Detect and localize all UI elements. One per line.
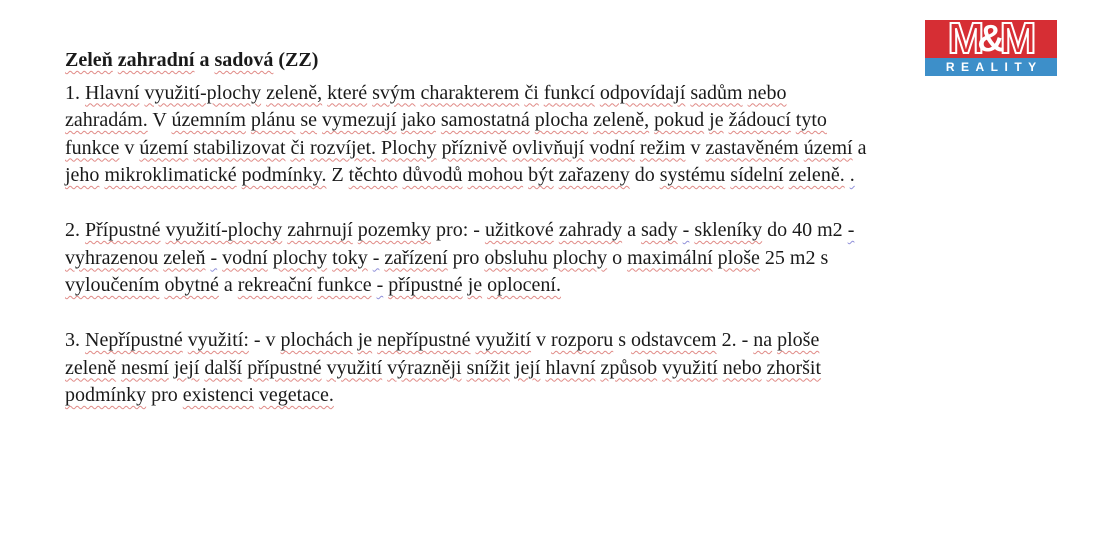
word: -	[253, 329, 261, 351]
word: charakterem	[420, 81, 520, 104]
logo-mm-band	[925, 20, 1057, 58]
word: území	[803, 136, 853, 159]
word: území	[139, 136, 189, 159]
word: využití	[662, 356, 718, 379]
word: využití	[326, 356, 383, 379]
text-line	[65, 162, 1050, 190]
mm-reality-logo	[925, 20, 1057, 76]
word: rekreační	[237, 274, 313, 296]
word: svým	[372, 81, 416, 104]
word: zahradám.	[65, 109, 148, 131]
word: využití-plochy	[144, 81, 262, 104]
word: do	[767, 219, 788, 241]
word: mohou	[467, 164, 524, 186]
text-line	[65, 135, 1050, 163]
word: plochách	[280, 329, 353, 351]
word: které	[327, 81, 368, 104]
word: zařazeny	[558, 164, 630, 186]
word: nepřípustné	[377, 329, 471, 351]
word: 2.	[721, 329, 737, 351]
word: podmínky.	[241, 164, 327, 186]
word: zeleně	[65, 356, 117, 379]
word: územním	[171, 109, 246, 131]
word: .	[849, 164, 855, 186]
word: vyloučením	[65, 274, 160, 296]
word: užitkové	[484, 219, 554, 241]
text-line	[65, 355, 1050, 383]
word: žádoucí	[728, 109, 791, 131]
word: a	[627, 219, 636, 241]
word: nebo	[722, 356, 762, 379]
text-line	[65, 80, 1050, 108]
paragraph	[65, 80, 1050, 190]
word: režim	[639, 136, 686, 159]
word: zastavěném	[705, 136, 799, 159]
word: funkce	[317, 274, 372, 296]
word: vegetace.	[258, 384, 334, 406]
word: zeleně.	[788, 164, 845, 186]
word: využití:	[187, 329, 249, 351]
word: nebo	[747, 81, 787, 104]
word: V	[152, 109, 167, 131]
word: je	[709, 109, 724, 131]
word: je	[357, 329, 373, 351]
word: funkce	[65, 136, 120, 159]
logo-letter-m-left: M	[947, 20, 983, 58]
word: či	[524, 81, 539, 104]
word: plochy	[272, 246, 328, 269]
word: vyhrazenou	[65, 246, 159, 269]
word: vodní	[589, 136, 635, 159]
word: stabilizovat	[193, 136, 286, 159]
word: Přípustné	[85, 219, 161, 241]
word: tyto	[795, 109, 827, 131]
word: nesmí	[121, 356, 169, 379]
word: -	[847, 219, 855, 241]
word: její	[514, 356, 541, 379]
word: pro	[151, 384, 178, 406]
word: zhoršit	[766, 356, 822, 379]
word: plocha	[534, 109, 589, 131]
word: způsob	[600, 356, 658, 379]
word: vodní	[222, 246, 268, 269]
word: toky	[332, 246, 368, 269]
word: -	[682, 219, 690, 241]
word: přípustné	[247, 356, 322, 379]
word: v	[124, 136, 135, 159]
word: snížit	[466, 356, 510, 379]
word: -	[741, 329, 749, 351]
word: se	[300, 109, 318, 131]
word: pokud	[654, 109, 705, 131]
word: -	[376, 274, 384, 296]
word: s	[820, 246, 829, 269]
word: pro	[452, 246, 480, 269]
word: zeleň	[163, 246, 206, 269]
word: a	[223, 274, 233, 296]
word: jeho	[65, 164, 100, 186]
word: s	[618, 329, 627, 351]
word: skleníky	[694, 219, 763, 241]
logo-reality-band: REALITY	[925, 58, 1057, 76]
word: či	[290, 136, 305, 159]
word: být	[528, 164, 554, 186]
word: sídelní	[730, 164, 784, 186]
word: 25	[764, 246, 785, 269]
word: samostatná	[440, 109, 530, 131]
text-line	[65, 327, 1050, 355]
word: (ZZ)	[278, 49, 319, 71]
logo-letter-m-right: M	[999, 20, 1035, 58]
logo-ampersand-icon: &	[977, 20, 1005, 58]
word: Hlavní	[85, 81, 140, 104]
text-line	[65, 217, 1050, 245]
text-line	[65, 245, 1050, 273]
word: funkcí	[543, 81, 595, 104]
word: těchto	[348, 164, 398, 186]
word: využití-plochy	[165, 219, 283, 241]
word: rozvíjet.	[309, 136, 377, 159]
word: vymezují	[322, 109, 397, 131]
word: obsluhu	[484, 246, 548, 269]
word: využití	[475, 329, 532, 351]
word: -	[210, 246, 218, 269]
word: je	[467, 274, 483, 296]
word: plánu	[250, 109, 296, 131]
word: zahradní	[117, 49, 195, 71]
word: a	[199, 49, 210, 71]
word: do	[634, 164, 655, 186]
word: sadová	[214, 49, 274, 71]
word: existenci	[182, 384, 254, 406]
word: obytné	[164, 274, 219, 296]
paragraph	[65, 327, 1050, 410]
word: maximální	[627, 246, 713, 269]
word: systému	[659, 164, 726, 186]
paragraph	[65, 217, 1050, 300]
word: odpovídají	[599, 81, 686, 104]
word: přípustné	[388, 274, 463, 296]
word: sady	[641, 219, 678, 241]
text-line	[65, 47, 1050, 75]
word: 40	[792, 219, 813, 241]
word: ovlivňují	[512, 136, 585, 159]
word: ploše	[777, 329, 820, 351]
word: a	[857, 136, 867, 159]
word: v	[536, 329, 547, 351]
word: zahrady	[558, 219, 623, 241]
word: výrazněji	[387, 356, 462, 379]
word: odstavcem	[631, 329, 717, 351]
word: zeleně,	[593, 109, 650, 131]
word: v	[265, 329, 276, 351]
word: Z	[331, 164, 344, 186]
word: pozemky	[357, 219, 432, 241]
document-page	[65, 47, 1050, 437]
text-line	[65, 272, 1050, 300]
word: Nepřípustné	[85, 329, 183, 351]
word: její	[173, 356, 200, 379]
page-title	[65, 47, 1050, 75]
word: mikroklimatické	[104, 164, 237, 186]
word: plochy	[552, 246, 608, 269]
word: ploše	[717, 246, 760, 269]
word: podmínky	[65, 384, 147, 406]
word: příznivě	[441, 136, 508, 159]
word: důvodů	[402, 164, 463, 186]
word: m2	[789, 246, 816, 269]
word: v	[690, 136, 701, 159]
word: na	[753, 329, 773, 351]
word: zeleně,	[266, 81, 323, 104]
text-line	[65, 382, 1050, 410]
word: rozporu	[551, 329, 614, 351]
word: zařízení	[384, 246, 448, 269]
word: sadům	[690, 81, 743, 104]
word: zahrnují	[287, 219, 353, 241]
document-body	[65, 80, 1050, 410]
word: Plochy	[381, 136, 437, 159]
word: m2	[817, 219, 843, 241]
word: o	[612, 246, 623, 269]
word: oplocení.	[487, 274, 561, 296]
word: hlavní	[545, 356, 596, 379]
word: jako	[401, 109, 436, 131]
word: -	[473, 219, 480, 241]
word: 3.	[65, 329, 80, 351]
word: 1.	[65, 81, 80, 104]
word: 2.	[65, 219, 80, 241]
word: další	[204, 356, 243, 379]
word: Zeleň	[65, 49, 113, 71]
word: -	[372, 246, 380, 269]
word: pro:	[436, 219, 469, 241]
text-line	[65, 107, 1050, 135]
